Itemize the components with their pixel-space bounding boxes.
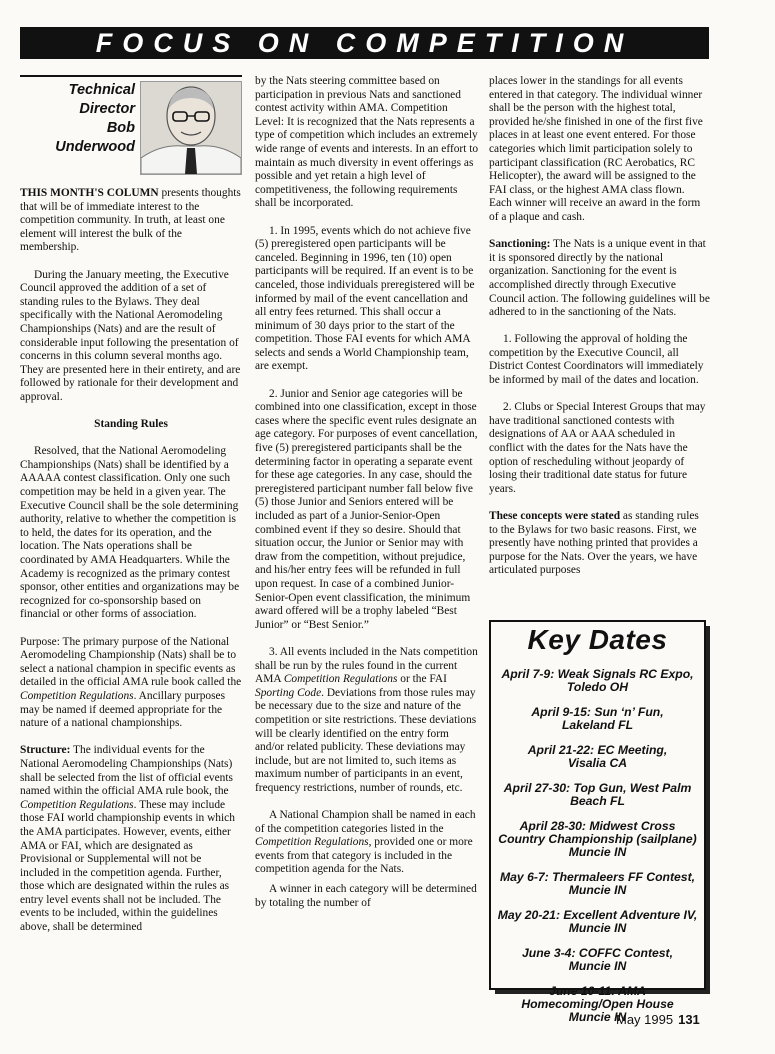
key-date-item: May 6-7: Thermaleers FF Contest, Muncie IN	[499, 870, 696, 897]
key-date-item: April 27-30: Top Gun, West Palm Beach FL	[503, 781, 692, 808]
key-date-item: April 7-9: Weak Signals RC Expo, Toledo OH	[501, 667, 694, 694]
key-date-item: April 28-30: Midwest Cross Country Championship (sailplane) Muncie IN	[498, 819, 697, 859]
paragraph: Purpose: The primary purpose of the National Aeromodeling Championship (Nats) shall be to select a national champion in specific events as detailed in the official AMA rule book called the Competition Regulations. Ancillary purposes may be named if deemed appropriate for the nature of a national championships.	[20, 635, 242, 730]
author-header	[20, 75, 242, 175]
key-date-item: April 21-22: EC Meeting, Visalia CA	[527, 743, 668, 770]
key-dates-title: Key Dates	[527, 624, 668, 655]
paragraph: places lower in the standings for all events entered in that category. The individual winner shall be the person with the highest total, provided he/she finished in one of the first five places in at least one event entered. For those categories which limit participation solely to participant classification (RC Aerobatics, RC Helicopter), the award will be assigned to the FAI class, or the highest AMA class flown. Each winner will receive an award in the form of a plaque and cash.	[489, 75, 703, 223]
paragraph: 2. Clubs or Special Interest Groups that may have traditional sanctioned contests with designations of AA or AAA scheduled in conflict with the dates for the Nats have the option of rescheduling without jeopardy of losing their traditional date status for future years.	[489, 401, 706, 495]
key-date-item: April 9-15: Sun ‘n’ Fun, Lakeland FL	[531, 705, 664, 732]
author-photo	[140, 81, 242, 175]
author-byline: Technical Director Bob Underwood	[55, 82, 135, 155]
paragraph: THIS MONTH'S COLUMN presents thoughts that will be of immediate interest to the competition community. In truth, at least one element will interest the bulk of the membership.	[20, 187, 241, 254]
paragraph: A National Champion shall be named in each of the competition categories listed in the Competition Regulations, provided one or more events from that category is included in the competition agenda for the Nats.	[255, 809, 476, 876]
key-date-item: May 20-21: Excellent Adventure IV, Muncie IN	[497, 908, 698, 935]
column-3	[489, 75, 710, 578]
column-2	[255, 75, 479, 910]
key-date-item: June 3-4: COFFC Contest, Muncie IN	[522, 946, 673, 973]
section-banner: FOCUS ON COMPETITION	[20, 27, 709, 59]
key-date-item: June 10-11: AMA Homecoming/Open House Muncie IN	[521, 984, 674, 1024]
paragraph: These concepts were stated as standing rules to the Bylaws for two basic reasons. First, we presently have nothing printed that provides a purpose for the Nats. Over the years, we have articulated purposes	[489, 510, 699, 577]
page-footer	[616, 1012, 700, 1027]
paragraph: Sanctioning: The Nats is a unique event in that it is sponsored directly by the national organization. Sanctioning for the event is accomplished directly through Executive Council action. The following guidelines will be adhered to in the sanctioning of the Nats.	[489, 238, 710, 319]
paragraph: Structure: The individual events for the National Aeromodeling Championships (Nats) shall be selected from the list of official events named within the official AMA rule book, the Competition Regulations. These may include those FAI world championship events in which the AMA participates. However, events, either AMA or FAI, which are designated as Provisional or Supplemental will not be included in the competition agenda. Further, those which are designated within the rules as entry level events shall not be included. The events to be included, within the guidelines above, shall be determined	[20, 744, 235, 934]
paragraph: 1. Following the approval of holding the competition by the Executive Council, all District Contest Coordinators will immediately be informed by mail of the dates and location.	[489, 333, 704, 387]
section-heading: Standing Rules	[94, 418, 168, 431]
header-rule	[20, 75, 242, 77]
paragraph: 2. Junior and Senior age categories will be combined into one classification, except in those cases where the specific event rules designate an age category. For purposes of event cancellation, five (5) preregistered participants shall be the determining factor in operating a separate event for these age categories. In any case, should the preregistered participant number fall below five (5) those Junior and Seniors entered will be included as part of a Junior-Senior-Open combined event if they so desire. Should that situation occur, the Junior or Senior may with draw from the competition, without prejudice, and his/her entry fees will be refunded in full upon request. In case of a combined Junior-Senior-Open event classification, the minimum award offered will be a trophy labeled “Best Junior” or “Best Senior.”	[255, 387, 478, 631]
paragraph: by the Nats steering committee based on participation in previous Nats and sanctioned contest activity within AMA. Competition Level: It is recognized that the Nats represents a type of competition which includes an extremely wide range of events and interests. In an effort to maintain as much diversity in event offerings as possible and yet retain a high level of competitiveness, the following requirements shall be incorporated.	[255, 75, 479, 210]
page-number: 131	[678, 1012, 700, 1027]
paragraph: During the January meeting, the Executive Council approved the addition of a set of standing rules to the Bylaws. They deal specifically with the National Aeromodeling Championships (Nats) and are the result of considerable input following the presentation of concerns in this column several months ago. They are presented here in their entirety, and are followed by rationale for their development and approval.	[20, 268, 241, 403]
column-1	[20, 75, 242, 935]
paragraph: Resolved, that the National Aeromodeling Championships (Nats) shall be identified by a AAAAA contest classification. Only one such competition may be held in a given year. The Executive Council shall be the sole determining authority, relative to whether the competition is to held, the dates for its operation, and the location. The Nats operations shall be coordinated by AMA Headquarters. While the Academy is recognized as the primary contest sponsor, other entities and organizations may be recognized for co-sponsorship based on financial or other forms of association.	[20, 445, 240, 621]
paragraph: 3. All events included in the Nats competition shall be run by the rules found in the current AMA Competition Regulations or the FAI Sporting Code. Deviations from those rules may be necessary due to the size and nature of the competition or site restrictions. These deviations will be clearly identified on the entry form and/or related publicity. These deviations may include, but are not limited to, such items as maximum number of participants in an event, frequency restrictions, number of rounds, etc.	[255, 645, 478, 794]
paragraph: 1. In 1995, events which do not achieve five (5) preregistered open participants will be canceled. Beginning in 1996, ten (10) open participants will be required. If an event is to be canceled, those individuals preregistered will be informed by mail of the event cancellation and all entry fees returned. This shall occur a minimum of 30 days prior to the start of the competition. Those FAI events for which AMA selects and sends a World Championship team, are exempt.	[255, 224, 475, 373]
issue-date: May 1995	[616, 1012, 674, 1027]
paragraph: A winner in each category will be determined by totaling the number of	[255, 883, 477, 909]
